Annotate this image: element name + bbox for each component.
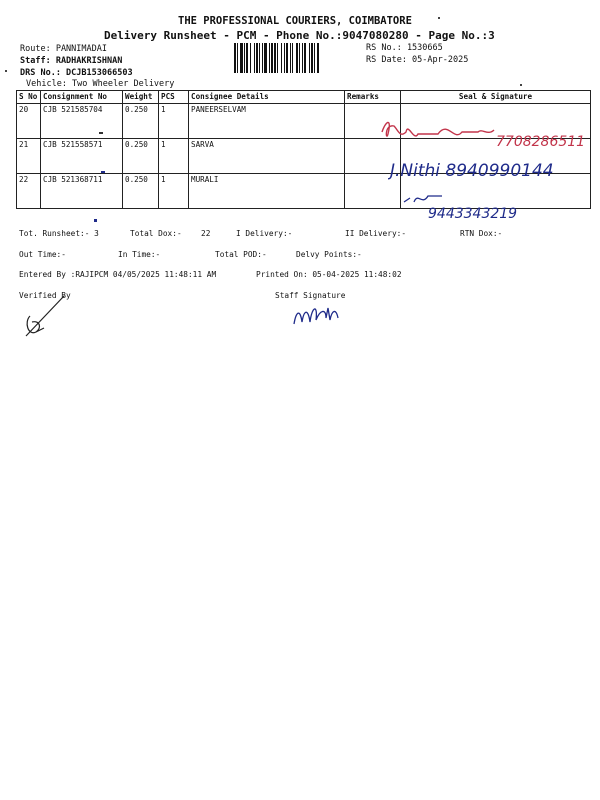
runsheet-subtitle: Delivery Runsheet - PCM - Phone No.:9047080280 - Page No.:3 <box>104 29 495 42</box>
row-pcs: 1 <box>159 139 189 174</box>
drs-number: DRS No.: DCJB153066503 <box>20 68 133 78</box>
printed-on: Printed On: 05-04-2025 11:48:02 <box>256 270 402 279</box>
row-consignment: CJB 521585704 <box>41 104 123 139</box>
col-consignee: Consignee Details <box>189 91 345 104</box>
in-time: In Time:- <box>118 250 161 259</box>
row-sno: 21 <box>17 139 41 174</box>
signature-text-21: J.Nithi 8940990144 <box>390 161 554 181</box>
i-delivery: I Delivery:- <box>236 229 293 238</box>
table-header-row <box>17 91 591 104</box>
row-consignee: SARVA <box>189 139 345 174</box>
row-consignee: PANEERSELVAM <box>189 104 345 139</box>
vehicle-label: Vehicle: Two Wheeler Delivery <box>26 79 175 89</box>
scan-speck <box>5 70 7 72</box>
ii-delivery: II Delivery:- <box>345 229 407 238</box>
col-signature: Seal & Signature <box>401 91 591 104</box>
verified-signature-icon <box>20 292 80 342</box>
entered-by: Entered By :RAJIPCM 04/05/2025 11:48:11 AM <box>19 270 217 279</box>
col-pcs: PCS <box>159 91 189 104</box>
company-title: THE PROFESSIONAL COURIERS, COIMBATORE <box>178 15 412 27</box>
rtn-dox: RTN Dox:- <box>460 229 503 238</box>
signature-row-21-icon <box>388 152 593 186</box>
row-sno: 20 <box>17 104 41 139</box>
route-label: Route: PANNIMADAI <box>20 44 107 54</box>
total-dox-label: Total Dox:- <box>130 229 182 238</box>
pen-mark <box>94 219 97 222</box>
col-weight: Weight <box>123 91 159 104</box>
scan-speck <box>438 17 440 19</box>
signature-phone-22: 9443343219 <box>428 206 518 222</box>
out-time: Out Time:- <box>19 250 66 259</box>
row-weight: 0.250 <box>123 139 159 174</box>
verified-by-label: Verified By <box>19 291 71 300</box>
staff-label: Staff: RADHAKRISHNAN <box>20 56 123 66</box>
signature-row-20-icon <box>378 112 593 152</box>
col-sno: S No <box>17 91 41 104</box>
row-consignment: CJB 521368711 <box>41 174 123 209</box>
total-dox-value: 22 <box>201 229 211 238</box>
col-consignment: Consignment No <box>41 91 123 104</box>
rs-number: RS No.: 1530665 <box>366 43 443 53</box>
row-consignment: CJB 521558571 <box>41 139 123 174</box>
scan-speck <box>520 84 522 86</box>
rs-date: RS Date: 05-Apr-2025 <box>366 55 469 65</box>
staff-signature-label: Staff Signature <box>275 291 346 300</box>
signature-row-22-icon <box>398 188 548 224</box>
col-remarks: Remarks <box>345 91 401 104</box>
row-pcs: 1 <box>159 104 189 139</box>
pen-mark <box>101 171 105 173</box>
row-weight: 0.250 <box>123 104 159 139</box>
row-weight: 0.250 <box>123 174 159 209</box>
tot-runsheet: Tot. Runsheet:- 3 <box>19 229 99 238</box>
delvy-points: Delvy Points:- <box>296 250 362 259</box>
barcode-icon <box>234 43 356 73</box>
staff-signature-icon <box>290 300 350 330</box>
total-pod: Total POD:- <box>215 250 267 259</box>
row-sno: 22 <box>17 174 41 209</box>
row-consignee: MURALI <box>189 174 345 209</box>
row-pcs: 1 <box>159 174 189 209</box>
pen-mark <box>99 132 103 134</box>
signature-phone-20: 7708286511 <box>496 134 586 150</box>
